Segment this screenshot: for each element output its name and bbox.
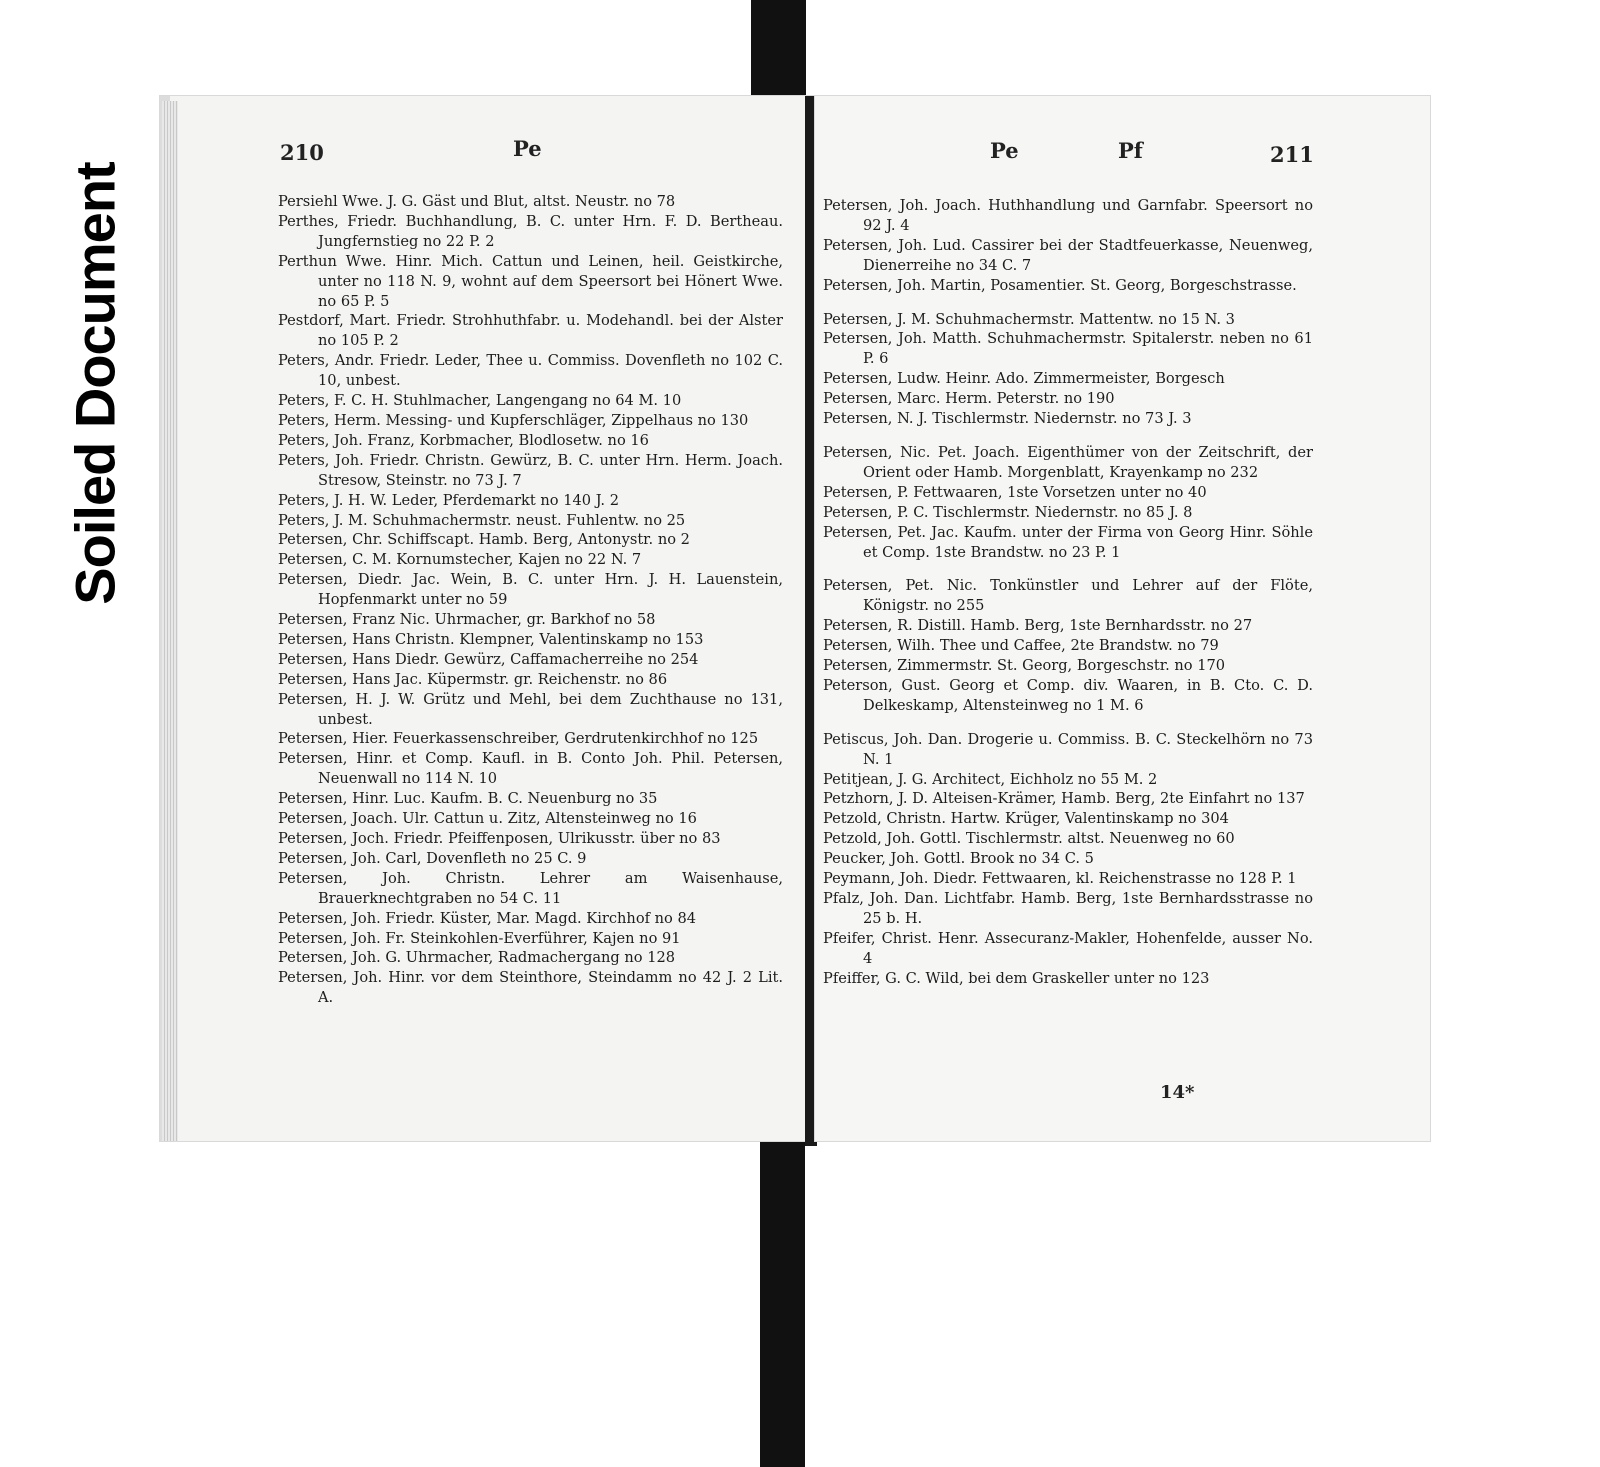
directory-entry: Peters, F. C. H. Stuhlmacher, Langengang no 64 M. 10	[278, 392, 682, 410]
directory-entry: Petersen, Joh. G. Uhrmacher, Radmachergang no 128	[278, 949, 676, 967]
directory-entry: Petersen, Joh. Christn. Lehrer am Waisenhause, Brauerknechtgraben no 54 C. 11	[278, 869, 783, 907]
directory-entry: Petersen, Joh. Hinr. vor dem Steinthore, Steindamm no 42 J. 2 Lit. A.	[278, 969, 783, 1007]
directory-entry: Petersen, Diedr. Jac. Wein, B. C. unter Hrn. J. H. Lauenstein, Hopfenmarkt unter no 59	[278, 571, 783, 609]
directory-entry: Perthes, Friedr. Buchhandlung, B. C. unter Hrn. F. D. Bertheau. Jungfernstieg no 22 P. 2	[278, 212, 783, 250]
stamp-text: Soiled Document	[63, 161, 127, 605]
right-page	[815, 96, 1430, 1141]
directory-entry: Peters, J. M. Schuhmachermstr. neust. Fuhlentw. no 25	[278, 511, 686, 529]
directory-entry: Petersen, Joh. Matth. Schuhmachermstr. Spitalerstr. neben no 61 P. 6	[823, 330, 1313, 368]
directory-entry: Petersen, Joh. Martin, Posamentier. St. Georg, Borgeschstrasse.	[823, 276, 1297, 294]
directory-entry: Petersen, C. M. Kornumstecher, Kajen no 22 N. 7	[278, 551, 642, 569]
directory-entry: Petersen, Hinr. Luc. Kaufm. B. C. Neuenburg no 35	[278, 790, 658, 808]
directory-entry: Petersen, Zimmermstr. St. Georg, Borgeschstr. no 170	[823, 657, 1226, 675]
page-number-right: 211	[1270, 142, 1314, 167]
directory-entry: Petersen, Franz Nic. Uhrmacher, gr. Barkhof no 58	[278, 611, 656, 629]
left-entries	[278, 192, 783, 1008]
directory-entry: Petersen, N. J. Tischlermstr. Niedernstr. no 73 J. 3	[823, 410, 1192, 428]
directory-entry: Pfeiffer, G. C. Wild, bei dem Graskeller unter no 123	[823, 969, 1210, 987]
directory-entry: Petersen, P. C. Tischlermstr. Niedernstr. no 85 J. 8	[823, 503, 1193, 521]
directory-entry: Petiscus, Joh. Dan. Drogerie u. Commiss. B. C. Steckelhörn no 73 N. 1	[823, 730, 1313, 768]
directory-entry: Petersen, Joh. Joach. Huthhandlung und Garnfabr. Speersort no 92 J. 4	[823, 197, 1313, 234]
binding-strip-top	[751, 0, 806, 110]
directory-entry: Petzold, Christn. Hartw. Krüger, Valentinskamp no 304	[823, 810, 1229, 828]
directory-entry: Petersen, H. J. W. Grütz und Mehl, bei dem Zuchthause no 131, unbest.	[278, 690, 783, 728]
directory-entry: Peters, Joh. Franz, Korbmacher, Blodlosetw. no 16	[278, 431, 649, 449]
soiled-document-stamp	[55, 128, 135, 638]
directory-entry: Petersen, Marc. Herm. Peterstr. no 190	[823, 390, 1115, 408]
directory-entry: Peucker, Joh. Gottl. Brook no 34 C. 5	[823, 850, 1094, 868]
directory-entry: Pestdorf, Mart. Friedr. Strohhuthfabr. u. Modehandl. bei der Alster no 105 P. 2	[278, 312, 783, 350]
open-book	[160, 96, 1430, 1151]
directory-entry: Petzold, Joh. Gottl. Tischlermstr. altst. Neuenweg no 60	[823, 830, 1235, 848]
directory-entry: Petersen, R. Distill. Hamb. Berg, 1ste Bernhardsstr. no 27	[823, 617, 1253, 635]
directory-entry: Petersen, J. M. Schuhmachermstr. Mattentw. no 15 N. 3	[823, 310, 1235, 328]
directory-entry: Petersen, Joh. Fr. Steinkohlen-Everführer, Kajen no 91	[278, 929, 681, 947]
directory-entry: Petersen, Hans Jac. Küpermstr. gr. Reichenstr. no 86	[278, 670, 668, 688]
directory-entry: Petzhorn, J. D. Alteisen-Krämer, Hamb. Berg, 2te Einfahrt no 137	[823, 790, 1305, 808]
directory-entry: Peymann, Joh. Diedr. Fettwaaren, kl. Reichenstrasse no 128 P. 1	[823, 870, 1297, 888]
directory-entry: Petersen, Nic. Pet. Joach. Eigenthümer von der Zeitschrift, der Orient oder Hamb. Morgenblatt, Krayenkamp no 232	[823, 443, 1313, 481]
directory-entry: Pfeifer, Christ. Henr. Assecuranz-Makler, Hohenfelde, ausser No. 4	[823, 929, 1313, 967]
directory-entry: Peters, Joh. Friedr. Christn. Gewürz, B. C. unter Hrn. Herm. Joach. Stresow, Steinstr. no 73 J. 7	[278, 451, 783, 489]
directory-entry: Petersen, Joh. Lud. Cassirer bei der Stadtfeuerkasse, Neuenweg, Dienerreihe no 34 C. 7	[823, 236, 1313, 274]
directory-entry: Petitjean, J. G. Architect, Eichholz no 55 M. 2	[823, 770, 1158, 788]
directory-entry: Petersen, Pet. Nic. Tonkünstler und Lehrer auf der Flöte, Königstr. no 255	[823, 577, 1313, 615]
directory-entry: Petersen, Chr. Schiffscapt. Hamb. Berg, Antonystr. no 2	[278, 531, 690, 549]
directory-entry: Petersen, Wilh. Thee und Caffee, 2te Brandstw. no 79	[823, 637, 1219, 655]
directory-entry: Peterson, Gust. Georg et Comp. div. Waaren, in B. Cto. C. D. Delkeskamp, Altensteinweg no 1 M. 6	[823, 676, 1313, 714]
directory-entry: Pfalz, Joh. Dan. Lichtfabr. Hamb. Berg, 1ste Bernhardsstrasse no 25 b. H.	[823, 890, 1313, 927]
directory-entry: Petersen, Hans Diedr. Gewürz, Caffamacherreihe no 254	[278, 650, 699, 668]
directory-entry: Peters, J. H. W. Leder, Pferdemarkt no 140 J. 2	[278, 491, 619, 509]
page-number-left: 210	[280, 140, 324, 165]
directory-entry: Petersen, Joh. Friedr. Küster, Mar. Magd. Kirchhof no 84	[278, 909, 697, 927]
directory-entry: Petersen, Pet. Jac. Kaufm. unter der Firma von Georg Hinr. Söhle et Comp. 1ste Brandstw. no 23 P. 1	[823, 523, 1313, 561]
directory-entry: Petersen, Hans Christn. Klempner, Valentinskamp no 153	[278, 630, 704, 648]
directory-entry: Petersen, Joh. Carl, Dovenfleth no 25 C. 9	[278, 849, 587, 867]
running-head-left: Pe	[513, 136, 542, 161]
directory-entry: Perthun Wwe. Hinr. Mich. Cattun und Leinen, heil. Geistkirche, unter no 118 N. 9, wohnt auf dem Speersort bei Hönert Wwe. no 65 P. 5	[278, 252, 783, 310]
catchword: 14*	[1160, 1082, 1195, 1103]
left-page	[160, 96, 820, 1141]
directory-entry: Petersen, Hinr. et Comp. Kaufl. in B. Conto Joh. Phil. Petersen, Neuenwall no 114 N. 10	[278, 750, 783, 788]
directory-entry: Petersen, Joch. Friedr. Pfeiffenposen, Ulrikusstr. über no 83	[278, 830, 721, 847]
directory-entry: Petersen, Ludw. Heinr. Ado. Zimmermeister, Borgesch	[823, 370, 1225, 388]
directory-entry: Peters, Andr. Friedr. Leder, Thee u. Commiss. Dovenfleth no 102 C. 10, unbest.	[278, 352, 783, 390]
right-entries	[823, 196, 1313, 989]
running-head-right-pe: Pe	[990, 138, 1019, 163]
directory-entry: Petersen, P. Fettwaaren, 1ste Vorsetzen unter no 40	[823, 483, 1207, 501]
page-edge	[162, 101, 178, 1141]
running-head-right-pf: Pf	[1118, 138, 1143, 163]
binding-strip-bottom	[760, 1138, 805, 1467]
directory-entry: Petersen, Joach. Ulr. Cattun u. Zitz, Altensteinweg no 16	[278, 810, 697, 828]
directory-entry: Peters, Herm. Messing- und Kupferschläger, Zippelhaus no 130	[278, 411, 749, 429]
directory-entry: Petersen, Hier. Feuerkassenschreiber, Gerdrutenkirchhof no 125	[278, 730, 759, 748]
directory-entry: Persiehl Wwe. J. G. Gäst und Blut, altst. Neustr. no 78	[278, 193, 676, 210]
